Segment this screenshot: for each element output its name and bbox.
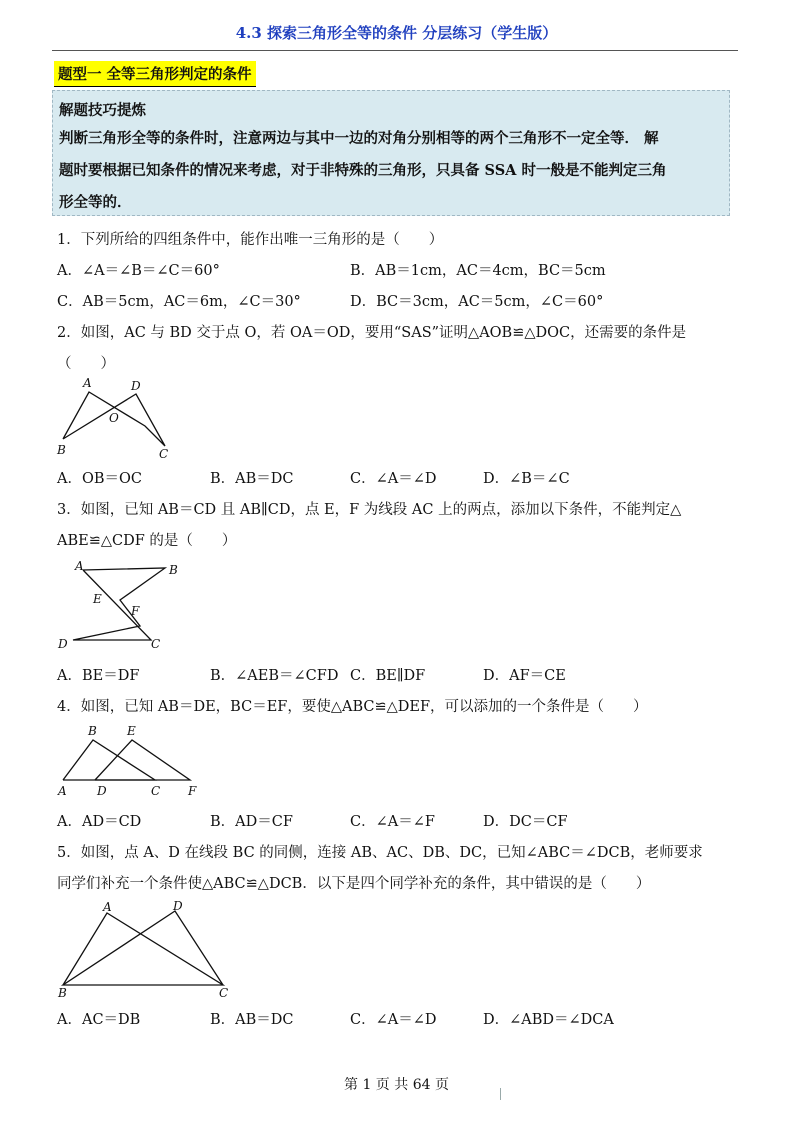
- question-4-stem: 4．如图，已知 AB＝DE，BC＝EF，要使△ABC≌△DEF，可以添加的一个条件是（ ）: [57, 699, 648, 715]
- question-5-stem: 5．如图，点 A、D 在线段 BC 的同侧，连接 AB、AC、DB、DC，已知∠ABC＝∠DCB，老师要求: [57, 845, 703, 861]
- question-2-option-b: B．AB＝DC: [210, 471, 294, 487]
- question-4-figure: [55, 722, 205, 800]
- label-e: E: [127, 724, 136, 738]
- question-3-option-d: D．AF＝CE: [483, 668, 566, 684]
- title-divider: [52, 50, 738, 51]
- question-5-figure: [55, 897, 235, 1001]
- question-1-option-b: B．AB＝1cm，AC＝4cm，BC＝5cm: [350, 263, 606, 279]
- label-b: B: [169, 563, 178, 577]
- text-cursor-mark: [500, 1088, 502, 1100]
- label-a: A: [103, 900, 112, 914]
- tips-line: 判断三角形全等的条件时，注意两边与其中一边的对角分别相等的两个三角形不一定全等． 解: [59, 130, 659, 147]
- question-4-option-d: D．DC＝CF: [483, 814, 568, 830]
- question-2-option-d: D．∠B＝∠C: [483, 471, 570, 487]
- question-3-figure: [55, 556, 185, 654]
- figure-lines: [73, 568, 165, 640]
- question-1-stem: 1．下列所给的四组条件中，能作出唯一三角形的是（ ）: [57, 232, 444, 248]
- page-number: 第 1 页 共 64 页: [344, 1077, 449, 1093]
- question-3-stem: 3．如图，已知 AB＝CD 且 AB∥CD，点 E，F 为线段 AC 上的两点，添加以下条件，不能判定△: [57, 502, 682, 518]
- label-f: F: [188, 784, 197, 798]
- question-2-stem: 2．如图，AC 与 BD 交于点 O，若 OA＝OD，要用“SAS”证明△AOB≌△DOC，还需要的条件是: [57, 325, 687, 341]
- triangle-def: [95, 740, 190, 780]
- tips-box: [52, 90, 730, 216]
- label-a: A: [83, 376, 92, 390]
- question-3-stem-cont: ABE≌△CDF 的是（ ）: [57, 533, 237, 549]
- question-1-option-d: D．BC＝3cm，AC＝5cm，∠C＝60°: [350, 294, 604, 310]
- figure-lines: [63, 911, 223, 985]
- label-b: B: [58, 986, 67, 1000]
- label-d: D: [173, 899, 183, 913]
- label-c: C: [151, 784, 161, 798]
- tips-line: 形全等的．: [59, 194, 132, 211]
- tips-line: 题时要根据已知条件的情况来考虑，对于非特殊的三角形，只具备 SSA 时一般是不能判定三角: [59, 162, 667, 179]
- label-d: D: [58, 637, 68, 651]
- question-2-option-c: C．∠A＝∠D: [350, 471, 437, 487]
- question-3-option-a: A．BE＝DF: [57, 668, 140, 684]
- document-title: 4.3 探索三角形全等的条件 分层练习（学生版）: [235, 24, 558, 42]
- question-2-option-a: A．OB＝OC: [57, 471, 142, 487]
- question-4-option-a: A．AD＝CD: [57, 814, 142, 830]
- question-2-figure: [55, 374, 185, 462]
- question-3-option-b: B．∠AEB＝∠CFD: [210, 668, 339, 684]
- label-b: B: [57, 443, 66, 457]
- question-5-option-b: B．AB＝DC: [210, 1012, 294, 1028]
- question-2-stem-cont: （ ）: [57, 356, 115, 372]
- label-c: C: [219, 986, 229, 1000]
- question-5-option-a: A．AC＝DB: [57, 1012, 141, 1028]
- section-heading: 题型一 全等三角形判定的条件: [54, 61, 256, 87]
- label-a: A: [75, 559, 84, 573]
- label-d: D: [97, 784, 107, 798]
- question-4-option-c: C．∠A＝∠F: [350, 814, 435, 830]
- label-f: F: [131, 604, 140, 618]
- label-b: B: [88, 724, 97, 738]
- label-o: O: [109, 411, 119, 425]
- question-5-option-d: D．∠ABD＝∠DCA: [483, 1012, 614, 1028]
- label-e: E: [93, 592, 102, 606]
- label-a: A: [58, 784, 67, 798]
- question-1-option-a: A．∠A＝∠B＝∠C＝60°: [57, 263, 220, 279]
- question-5-stem-cont: 同学们补充一个条件使△ABC≌△DCB．以下是四个同学补充的条件，其中错误的是（ ）: [57, 876, 651, 892]
- question-4-option-b: B．AD＝CF: [210, 814, 293, 830]
- label-d: D: [131, 379, 141, 393]
- question-5-option-c: C．∠A＝∠D: [350, 1012, 437, 1028]
- question-3-option-c: C．BE∥DF: [350, 668, 426, 684]
- tips-heading: 解题技巧提炼: [59, 102, 146, 119]
- question-1-option-c: C．AB＝5cm，AC＝6m，∠C＝30°: [57, 294, 301, 310]
- label-c: C: [151, 637, 161, 651]
- label-c: C: [159, 447, 169, 461]
